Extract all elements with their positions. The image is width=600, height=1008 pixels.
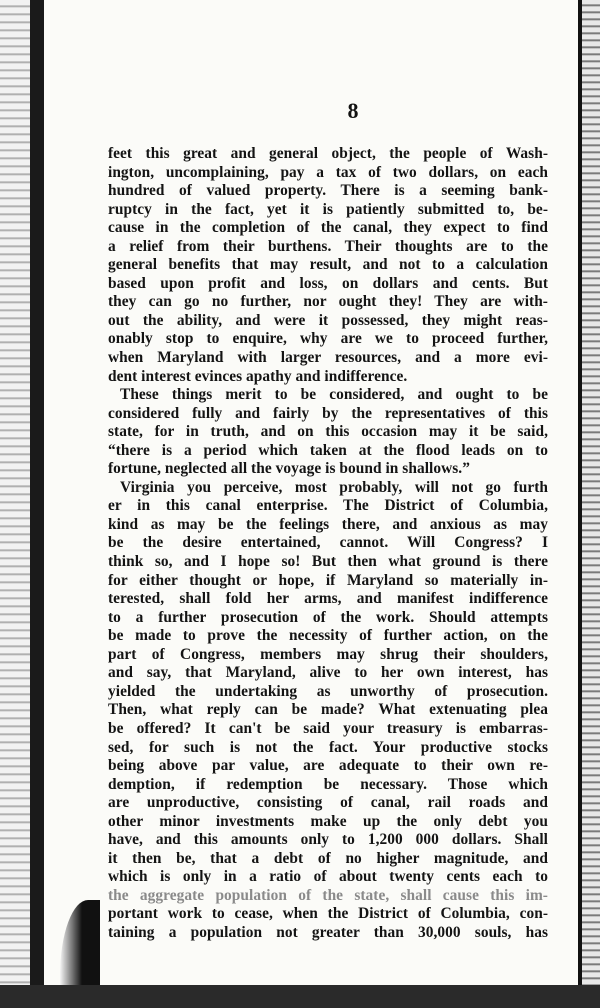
- text-line: have, and this amounts only to 1,200 000 dollars. Shall: [108, 831, 548, 849]
- text-line: ington, uncomplaining, pay a tax of two dollars, on each: [108, 163, 548, 181]
- text-line: it then be, that a debt of no higher magnitude, and: [108, 849, 548, 867]
- text-line: cause in the completion of the canal, they expect to find: [108, 219, 548, 237]
- text-line: state, for in truth, and on this occasion may it be said,: [108, 423, 548, 441]
- text-line: to a further prosecution of the work. Should attempts: [108, 608, 548, 626]
- text-line: they can go no further, nor ought they! They are with-: [108, 293, 548, 311]
- text-line: which is only in a ratio of about twenty cents each to: [108, 868, 548, 886]
- text-line: taining a population not greater than 30,000 souls, has: [108, 923, 548, 941]
- text-line: “there is a period which taken at the flood leads on to: [108, 441, 548, 459]
- text-line: yielded the undertaking as unworthy of prosecution.: [108, 682, 548, 700]
- binding-shadow-left: [30, 0, 44, 1008]
- text-line: These things merit to be considered, and ought to be: [120, 386, 548, 404]
- text-line: think so, and I hope so! But then what ground is there: [108, 553, 548, 571]
- text-line: be made to prove the necessity of further action, on the: [108, 627, 548, 645]
- page-number: 8: [347, 98, 359, 123]
- text-line: based upon profit and loss, on dollars and cents. But: [108, 274, 548, 292]
- text-line: the aggregate population of the state, shall cause this im-: [108, 886, 548, 904]
- text-line: be the desire entertained, cannot. Will Congress? I: [108, 534, 548, 552]
- text-line: ruptcy in the fact, yet it is patiently submitted to, be-: [108, 200, 548, 218]
- text-line: for either thought or hope, if Maryland so materially in-: [108, 571, 548, 589]
- text-line: portant work to cease, when the District of Columbia, con-: [108, 905, 548, 923]
- text-line: be offered? It can't be said your treasury is embarras-: [108, 719, 548, 737]
- text-line: part of Congress, members may shrug their shoulders,: [108, 645, 548, 663]
- text-line: sed, for such is not the fact. Your productive stocks: [108, 738, 548, 756]
- text-line: demption, if redemption be necessary. Those which: [108, 775, 548, 793]
- paragraph: [108, 479, 548, 943]
- text-line: being above par value, are adequate to their own re-: [108, 757, 548, 775]
- text-line: hundred of valued property. There is a seeming bank-: [108, 182, 548, 200]
- text-line: out the ability, and were it possessed, they might reas-: [108, 311, 548, 329]
- scan-bottom-border: [0, 985, 600, 1008]
- text-line: when Maryland with larger resources, and a more evi-: [108, 349, 548, 367]
- text-line: general benefits that may result, and not to a calculation: [108, 256, 548, 274]
- text-line: Then, what reply can be made? What extenuating plea: [108, 701, 548, 719]
- text-line: a relief from their burthens. Their thoughts are to the: [108, 237, 548, 255]
- text-line: terested, shall fold her arms, and manifest indifference: [108, 590, 548, 608]
- text-line: Virginia you perceive, most probably, will not go furth: [120, 478, 548, 496]
- paragraph: [108, 386, 548, 479]
- text-line: onably stop to enquire, why are we to proceed further,: [108, 330, 548, 348]
- text-line: er in this canal enterprise. The District of Columbia,: [108, 497, 548, 515]
- text-line: considered fully and fairly by the representatives of this: [108, 404, 548, 422]
- text-line: other minor investments make up the only debt you: [108, 812, 548, 830]
- text-line: are unproductive, consisting of canal, rail roads and: [108, 794, 548, 812]
- text-line: fortune, neglected all the voyage is bound in shallows.”: [108, 460, 470, 478]
- text-line: and say, that Maryland, alive to her own interest, has: [108, 664, 548, 682]
- text-line: kind as may be the feelings there, and anxious as may: [108, 515, 548, 533]
- text-line: dent interest evinces apathy and indifference.: [108, 367, 408, 385]
- text-line: feet this great and general object, the people of Wash-: [108, 145, 548, 162]
- body-text: [108, 145, 548, 943]
- paragraph: [108, 145, 548, 386]
